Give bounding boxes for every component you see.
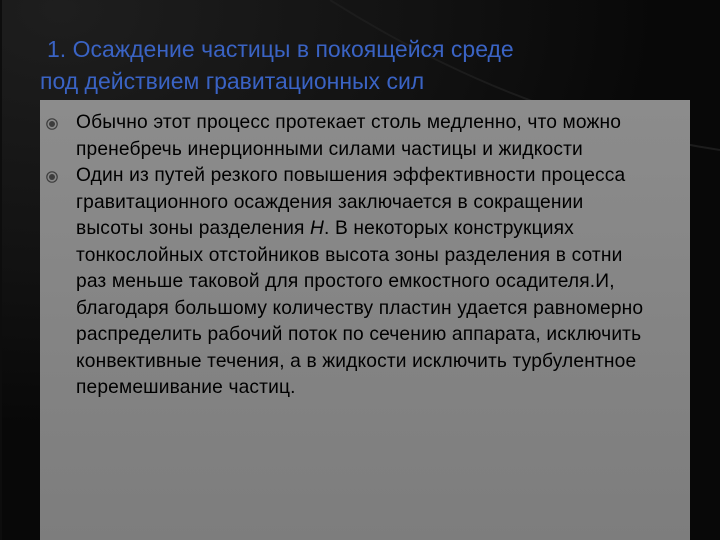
bullet-list	[44, 110, 644, 402]
circle-bullet-icon	[46, 118, 58, 130]
bullet-text-1: Обычно этот процесс протекает столь медленно, что можно пренебречь инерционными силами частицы и жидкости	[76, 112, 622, 160]
circle-bullet-icon	[46, 171, 58, 183]
bullet-item-2	[44, 163, 644, 402]
bullet-text-2-end: . В некоторых конструкциях тонкослойных отстойников высота зоны разделения в сотни раз меньше таковой для простого емкостного осадителя.И, благодаря большому количеству пластин удается равномерно распределить рабочий поток по сечению аппарата, исключить конвективные течения, а в жидкости исключить турбулентное перемешивание частиц.	[76, 218, 644, 398]
slide-title-line-1: 1. Осаждение частицы в покоящейся среде	[47, 36, 514, 62]
slide-title-line-2: под действием гравитационных сил	[40, 68, 425, 94]
bullet-item-1	[44, 110, 644, 163]
bullet-text-2-start: Один из путей резкого повышения эффективности процесса гравитационного осаждения заключается в сокращении высоты зоны разделения	[76, 165, 626, 239]
slide-title	[42, 33, 682, 97]
bullet-text-2-italic: Н	[310, 218, 325, 239]
